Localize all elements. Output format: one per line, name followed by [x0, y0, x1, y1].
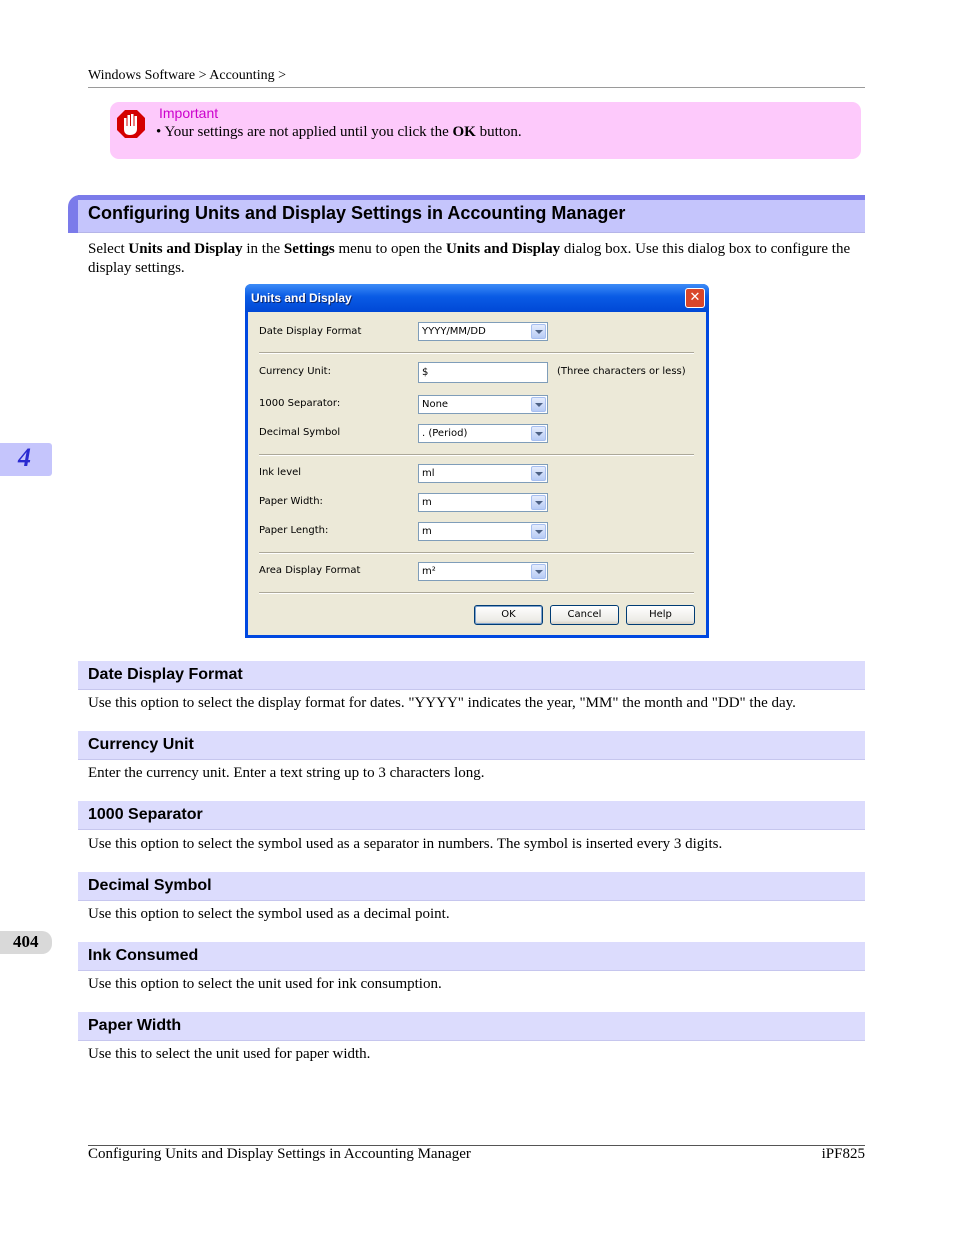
chapter-tab[interactable]	[0, 443, 52, 476]
chevron-down-icon[interactable]	[531, 426, 546, 441]
breadcrumb-divider	[88, 87, 865, 88]
separator-value: None	[422, 399, 449, 410]
subsection-text: Use this option to select the unit used for ink consumption.	[88, 976, 442, 992]
units-display-dialog	[245, 284, 709, 638]
subsection-heading-currency-unit	[78, 731, 865, 760]
subsection-title: Ink Consumed	[88, 947, 199, 964]
subsection-heading-paper-width	[78, 1012, 865, 1041]
paper-length-label: Paper Length:	[259, 525, 329, 536]
important-text-end: button.	[475, 124, 522, 140]
intro-text: Select	[88, 241, 129, 257]
subsection-text: Use this option to select the symbol used as a decimal point.	[88, 906, 450, 922]
currency-label: Currency Unit:	[259, 366, 331, 377]
important-text-ok: OK	[452, 124, 476, 140]
paper-length-value: m	[422, 526, 432, 537]
ink-select[interactable]	[418, 464, 548, 483]
page-number-tab	[0, 931, 52, 954]
currency-hint: (Three characters or less)	[557, 366, 686, 377]
dialog-separator	[259, 592, 694, 594]
area-format-select[interactable]	[418, 562, 548, 581]
important-text-start: Your settings are not applied until you click the	[164, 124, 453, 140]
subsection-title: Decimal Symbol	[88, 877, 212, 894]
breadcrumb-separator: >	[274, 68, 286, 83]
intro-text: in the	[242, 241, 284, 257]
decimal-label: Decimal Symbol	[259, 427, 341, 438]
section-heading	[68, 195, 865, 233]
currency-value: $	[422, 367, 429, 378]
paper-length-select[interactable]	[418, 522, 548, 541]
subsection-title: Paper Width	[88, 1017, 182, 1034]
close-icon[interactable]: ✕	[685, 288, 705, 308]
subsection-text: Use this option to select the symbol used as a separator in numbers. The symbol is inserted every 3 digits.	[88, 836, 723, 852]
important-text	[156, 124, 522, 141]
area-format-label: Area Display Format	[259, 565, 361, 576]
intro-text: menu to open the	[334, 241, 446, 257]
subsection-heading-1000-separator	[78, 801, 865, 830]
stop-hand-icon	[115, 108, 147, 140]
decimal-value: . (Period)	[422, 428, 468, 439]
currency-input[interactable]	[418, 362, 548, 383]
chapter-number: 4	[18, 443, 31, 472]
subsection-heading-date-format	[78, 661, 865, 690]
chevron-down-icon[interactable]	[531, 397, 546, 412]
important-title: Important	[159, 105, 219, 121]
paper-width-value: m	[422, 497, 432, 508]
page-number: 404	[13, 932, 39, 951]
cancel-button[interactable]: Cancel	[550, 605, 619, 625]
breadcrumb	[88, 67, 865, 85]
important-note	[110, 102, 861, 159]
breadcrumb-separator: >	[195, 68, 210, 83]
subsection-heading-ink-consumed	[78, 942, 865, 971]
section-title: Configuring Units and Display Settings in Accounting Manager	[88, 203, 626, 223]
subsection-title: Currency Unit	[88, 736, 194, 753]
footer-title: Configuring Units and Display Settings in Accounting Manager	[88, 1146, 471, 1162]
dialog-separator	[259, 552, 694, 554]
intro-bold-units-display: Units and Display	[128, 241, 243, 257]
paper-width-label: Paper Width:	[259, 496, 323, 507]
intro-text: dialog box. Use this dialog box to configure the display settings.	[88, 241, 851, 276]
subsection-text: Use this to select the unit used for paper width.	[88, 1046, 371, 1062]
intro-bold-units-display: Units and Display	[445, 241, 561, 257]
breadcrumb-accounting[interactable]: Accounting	[209, 68, 275, 83]
chevron-down-icon[interactable]	[531, 564, 546, 579]
subsection-title: Date Display Format	[88, 666, 243, 683]
date-format-value: YYYY/MM/DD	[422, 326, 486, 337]
subsection-heading-decimal-symbol	[78, 872, 865, 901]
ink-value: ml	[422, 468, 435, 479]
dialog-client	[248, 312, 706, 635]
chevron-down-icon[interactable]	[531, 466, 546, 481]
dialog-separator	[259, 352, 694, 354]
bullet: •	[156, 124, 162, 140]
separator-select[interactable]	[418, 395, 548, 414]
subsection-text: Use this option to select the display format for dates. "YYYY" indicates the year, "MM" the month and "DD" the day.	[88, 695, 796, 711]
ink-label: Ink level	[259, 467, 302, 478]
help-button[interactable]: Help	[626, 605, 695, 625]
paper-width-select[interactable]	[418, 493, 548, 512]
decimal-select[interactable]	[418, 424, 548, 443]
subsection-title: 1000 Separator	[88, 806, 203, 823]
ok-button[interactable]: OK	[474, 605, 543, 625]
chevron-down-icon[interactable]	[531, 324, 546, 339]
dialog-title: Units and Display	[251, 291, 352, 305]
chevron-down-icon[interactable]	[531, 524, 546, 539]
chevron-down-icon[interactable]	[531, 495, 546, 510]
dialog-titlebar[interactable]	[245, 284, 709, 312]
date-format-label: Date Display Format	[259, 326, 362, 337]
date-format-select[interactable]	[418, 322, 548, 341]
intro-paragraph	[88, 240, 865, 278]
area-format-value: m²	[422, 566, 436, 577]
intro-bold-settings: Settings	[283, 241, 335, 257]
breadcrumb-windows-software[interactable]: Windows Software	[88, 68, 196, 83]
footer-model: iPF825	[821, 1146, 865, 1162]
subsection-text: Enter the currency unit. Enter a text string up to 3 characters long.	[88, 765, 485, 781]
dialog-separator	[259, 454, 694, 456]
separator-label: 1000 Separator:	[259, 398, 341, 409]
